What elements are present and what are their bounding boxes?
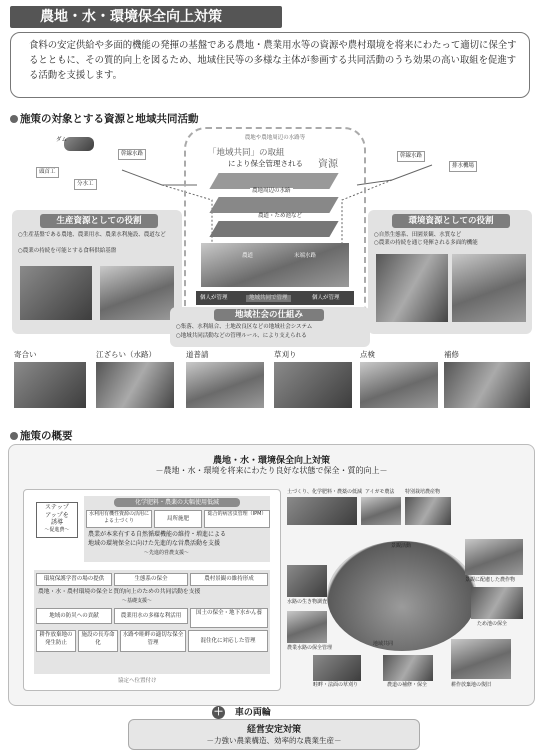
production-role-item-2: ○農業の持続を可能とする食料供給基盤 bbox=[18, 248, 117, 254]
wheels-label: 車の両輪 bbox=[234, 708, 271, 718]
field-layer-1 bbox=[209, 173, 338, 189]
photo-label-11: 耕作放棄地の復旧 bbox=[451, 682, 492, 688]
section2-heading-text: 施策の概要 bbox=[20, 430, 73, 442]
agreement-label: 協定へ位置付け bbox=[118, 678, 157, 684]
individual-left-label: 個人が管理 bbox=[200, 295, 228, 301]
field-layer-2 bbox=[209, 197, 338, 213]
activity-box-2: 生態系の保全 bbox=[114, 573, 188, 586]
photo-canal-mgmt bbox=[287, 611, 327, 643]
section1-heading-text: 施策の対象とする資源と地域共同活動 bbox=[20, 113, 199, 125]
environment-role-item-2: ○農業の持続を通じ発揮される多面的機能 bbox=[374, 240, 478, 246]
production-photo-2 bbox=[100, 266, 174, 320]
photo-road-repair bbox=[383, 655, 433, 681]
production-role-item-1: ○生産基盤である農地、農業用水、農業水利施設、農道など bbox=[18, 232, 166, 238]
step-up-box bbox=[36, 502, 78, 538]
photo-scenic-crop bbox=[465, 539, 523, 575]
layer1-label: 農地周辺の水路 bbox=[252, 188, 291, 194]
community-item-1: ○集落、水利組合、土地改良区などの地域社会システム bbox=[176, 324, 313, 330]
farming-sub: ～先進的営農支援～ bbox=[144, 550, 190, 556]
activity-item bbox=[96, 349, 174, 408]
environment-role-panel bbox=[368, 210, 532, 334]
joint-text: 農地・水・農村環境の保全と質的向上のための共同活動を支援 bbox=[38, 589, 201, 595]
photo-label-10: 農道の補修・保全 bbox=[387, 682, 428, 688]
section2-heading bbox=[10, 428, 73, 443]
step-up-line-4: ～促進費～ bbox=[44, 526, 70, 533]
activity-label: 補修 bbox=[444, 350, 459, 359]
small-box-3: 国土の保全・地下水かん養 bbox=[190, 608, 268, 628]
scheme-box bbox=[23, 489, 281, 691]
end-canal-label: 末端水路 bbox=[294, 253, 317, 259]
bottom-subtitle: －力強い農業構造、効率的な農業生産－ bbox=[206, 736, 342, 745]
activity-photo bbox=[186, 362, 264, 408]
joint-label: 地域共同で管理 bbox=[246, 295, 291, 302]
photo-mowing bbox=[313, 655, 361, 681]
dam-label: ダム bbox=[56, 137, 68, 143]
photo-label-6: 水路の生き物調査 bbox=[287, 599, 328, 605]
photo-soil bbox=[287, 497, 357, 525]
photo-label-7: ため池の保全 bbox=[477, 621, 508, 627]
joint-sub: ～基礎支援～ bbox=[122, 598, 153, 604]
canal-label: 農道 bbox=[242, 253, 254, 259]
chem-box-2: 局所施肥 bbox=[154, 510, 202, 528]
intro-text: 食料の安定供給や多面的機能の発揮の基盤である農地・農業用水等の資源や農村環境を将来にわたって適切に保全するとともに、その質的向上を図るため、地域住民等の多様な主体が参画する共同活動のうち効果の高い取組を促進する活動を支援します。 bbox=[10, 32, 530, 98]
activity-label: 江ざらい（水路） bbox=[96, 350, 156, 359]
section1-heading bbox=[10, 111, 199, 126]
drain-pump-label: 排水機場 bbox=[449, 161, 477, 172]
field-layer-3 bbox=[209, 221, 338, 237]
branch-gate-label: 分水工 bbox=[74, 179, 97, 190]
chem-box-1: 水利用有機性資源の活用による土づくり bbox=[86, 510, 152, 528]
photo-label-5: 景観に配慮した農作物 bbox=[465, 577, 516, 583]
small-box-5: 施設の長寿命化 bbox=[78, 630, 118, 652]
photo-label-9: 畦畔・法面の草刈り bbox=[313, 682, 359, 688]
bullet-icon bbox=[10, 115, 18, 123]
small-box-4: 耕作放棄地の発生防止 bbox=[36, 630, 76, 652]
photo-label-2: アイガモ農法 bbox=[365, 489, 395, 495]
activity-item bbox=[444, 349, 530, 408]
small-box-6: 水路や畦畔の適切な保全管理 bbox=[120, 630, 186, 652]
overview-panel bbox=[8, 444, 535, 706]
advanced-farming-area bbox=[84, 496, 270, 562]
activity-box-3: 農村景観の維持形成 bbox=[190, 573, 268, 586]
small-box-2: 農業用水の多様な利活用 bbox=[114, 608, 188, 624]
small-box-7: 混住化に対応した管理 bbox=[188, 630, 268, 652]
small-box-1: 地域の防災への貢献 bbox=[36, 608, 112, 624]
activity-label: 点検 bbox=[360, 350, 375, 359]
photo-abandoned-land bbox=[451, 639, 511, 679]
individual-right-label: 個人が管理 bbox=[312, 295, 340, 301]
activity-photo bbox=[444, 362, 530, 408]
production-role-title: 生産資源としての役割 bbox=[40, 214, 158, 228]
bullet-icon bbox=[10, 432, 18, 440]
production-role-panel bbox=[12, 210, 182, 334]
photo-pond bbox=[471, 587, 523, 619]
main-canal-label: 幹線水路 bbox=[118, 149, 146, 160]
photo-aigamo bbox=[361, 497, 401, 525]
photo-label-8: 農業水路の保全管理 bbox=[287, 645, 333, 651]
center-title-3: 資源 bbox=[318, 159, 338, 170]
activity-label: 草刈り bbox=[274, 350, 297, 359]
farming-text-2: 地域の環境保全に向けた先進的な営農活動を支援 bbox=[88, 540, 221, 547]
branch-canal-label: 幹線水路 bbox=[397, 151, 425, 162]
environment-role-title: 環境資源としての役割 bbox=[392, 214, 510, 228]
activity-photo bbox=[14, 362, 86, 408]
activity-photo bbox=[360, 362, 438, 408]
activity-item bbox=[274, 349, 352, 408]
center-title-1: 「地域共同」の取組 bbox=[208, 148, 285, 158]
center-label: 地域共同 bbox=[373, 641, 394, 647]
center-title-2: により保全管理される bbox=[228, 159, 303, 168]
layer2-label: 農道・ため池など bbox=[258, 213, 303, 219]
activity-photo bbox=[96, 362, 174, 408]
environment-photo-2 bbox=[452, 254, 526, 322]
bottom-title: 経営安定対策 bbox=[246, 725, 301, 735]
wheels-row bbox=[212, 705, 271, 719]
community-title: 地域社会の仕組み bbox=[214, 309, 324, 321]
activity-label: 寄合い bbox=[14, 350, 37, 359]
joint-activity-area bbox=[34, 570, 270, 674]
community-item-2: ○地域共同活動などの管理ルール、により支えられる bbox=[176, 333, 307, 339]
activity-label: 道普請 bbox=[186, 350, 209, 359]
photo-special-crop bbox=[405, 497, 451, 525]
field-cross-section bbox=[201, 243, 349, 287]
photo-collage bbox=[287, 489, 525, 689]
activity-box-1: 環境保護学習の場の提供 bbox=[36, 573, 112, 586]
photo-creature-survey bbox=[287, 565, 327, 597]
photo-label-4: 景観活動 bbox=[391, 543, 412, 549]
management-stability-box bbox=[128, 719, 420, 750]
center-note: 農地や農地周辺の水路等 bbox=[244, 135, 306, 141]
production-photo-1 bbox=[20, 266, 92, 320]
photo-label-3: 特別栽培農産物 bbox=[405, 489, 441, 495]
step-up-line-1: ステップ bbox=[45, 504, 69, 511]
landscape-illustration bbox=[327, 541, 477, 651]
chem-title: 化学肥料・農薬の大幅使用低減 bbox=[114, 498, 240, 507]
headworks-label: 頭首工 bbox=[36, 167, 59, 178]
environment-role-item-1: ○自然生態系、田園景観、水質など bbox=[374, 232, 462, 238]
activity-item bbox=[186, 349, 264, 408]
activity-item bbox=[360, 349, 438, 408]
chem-box-3: 総合的病害虫管理（IPM） bbox=[204, 510, 270, 528]
farming-text-1: 農業が本来有する自然循環機能の維持・増進による bbox=[88, 531, 227, 538]
photo-label-1: 土づくり、化学肥料・農薬の低減 bbox=[287, 489, 363, 495]
plus-icon: ＋ bbox=[213, 707, 224, 718]
activity-item bbox=[14, 349, 86, 408]
community-panel bbox=[170, 307, 370, 347]
overview-subtitle: －農地・水・環境を将来にわたり良好な状態で保全・質的向上－ bbox=[155, 466, 388, 475]
page-title: 農地・水・環境保全向上対策 bbox=[10, 6, 282, 28]
overview-title: 農地・水・環境保全向上対策 bbox=[212, 456, 330, 466]
activity-photo bbox=[274, 362, 352, 408]
environment-photo-1 bbox=[376, 254, 448, 322]
step-up-line-3: 誘導 bbox=[50, 519, 63, 526]
step-up-line-2: アップを bbox=[45, 511, 69, 519]
activity-photo-row bbox=[14, 349, 534, 411]
